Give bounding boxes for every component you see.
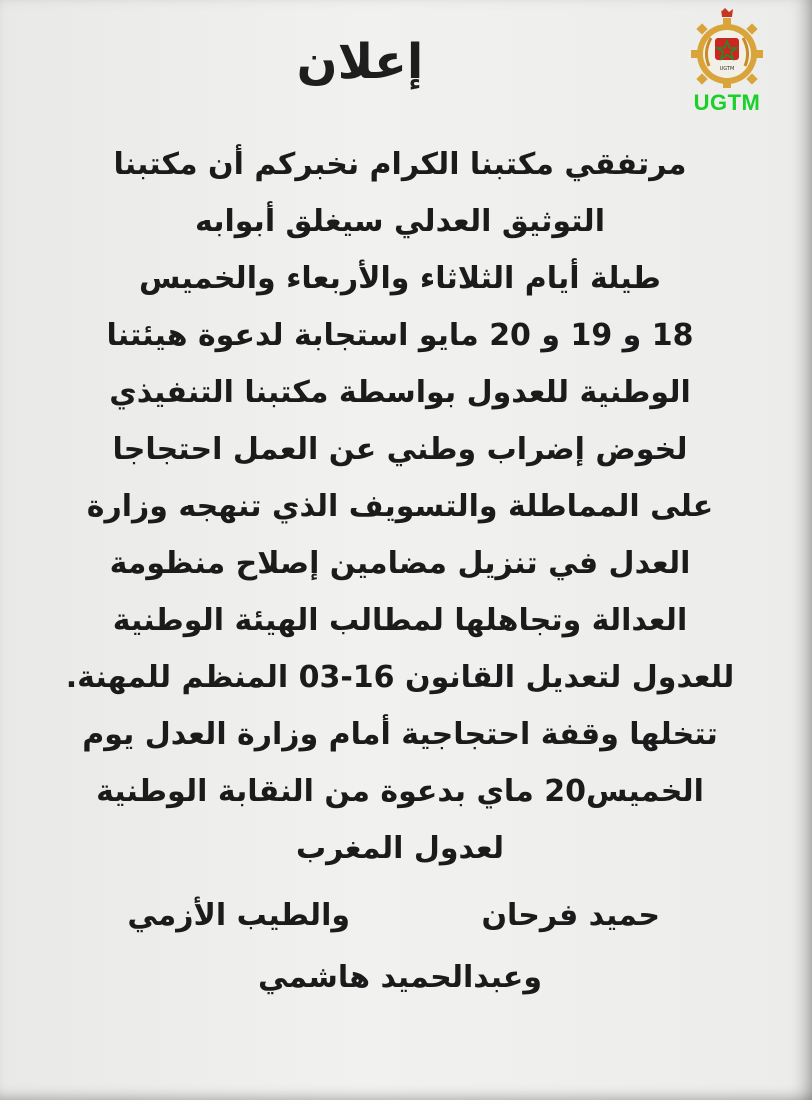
notice-body bbox=[40, 147, 760, 891]
body-line: الخميس20 ماي بدعوة من النقابة الوطنية bbox=[96, 774, 704, 809]
body-line: مرتفقي مكتبنا الكرام نخبركم أن مكتبنا bbox=[113, 147, 687, 182]
signatory-2: والطيب الأزمي bbox=[127, 898, 350, 933]
body-line: التوثيق العدلي سيغلق أبوابه bbox=[195, 204, 605, 239]
union-emblem-icon bbox=[685, 8, 769, 88]
signature-row bbox=[120, 898, 680, 948]
body-line: العدالة وتجاهلها لمطالب الهيئة الوطنية bbox=[112, 603, 688, 638]
body-line: طيلة أيام الثلاثاء والأربعاء والخميس bbox=[139, 261, 661, 296]
body-line: الوطنية للعدول بواسطة مكتبنا التنفيذي bbox=[109, 375, 691, 410]
body-line: للعدول لتعديل القانون 16-03 المنظم للمهنة. bbox=[65, 660, 735, 695]
body-line: لخوض إضراب وطني عن العمل احتجاجا bbox=[112, 432, 688, 467]
page-title: إعلان bbox=[296, 34, 424, 90]
body-line: 18 و 19 و 20 مايو استجابة لدعوة هيئتنا bbox=[106, 318, 694, 353]
body-line: لعدول المغرب bbox=[295, 831, 505, 866]
body-line: على المماطلة والتسويف الذي تنهجه وزارة bbox=[86, 489, 714, 524]
signatory-1: حميد فرحان bbox=[481, 898, 660, 933]
logo-text: UGTM bbox=[693, 90, 761, 115]
ugtm-logo bbox=[672, 8, 782, 120]
body-line: تتخلها وقفة احتجاجية أمام وزارة العدل يوم bbox=[82, 717, 718, 752]
logo-inner-text: UGTM bbox=[719, 66, 735, 72]
signatory-3: وعبدالحميد هاشمي bbox=[257, 960, 543, 995]
body-line: العدل في تنزيل مضامين إصلاح منظومة bbox=[109, 546, 691, 581]
